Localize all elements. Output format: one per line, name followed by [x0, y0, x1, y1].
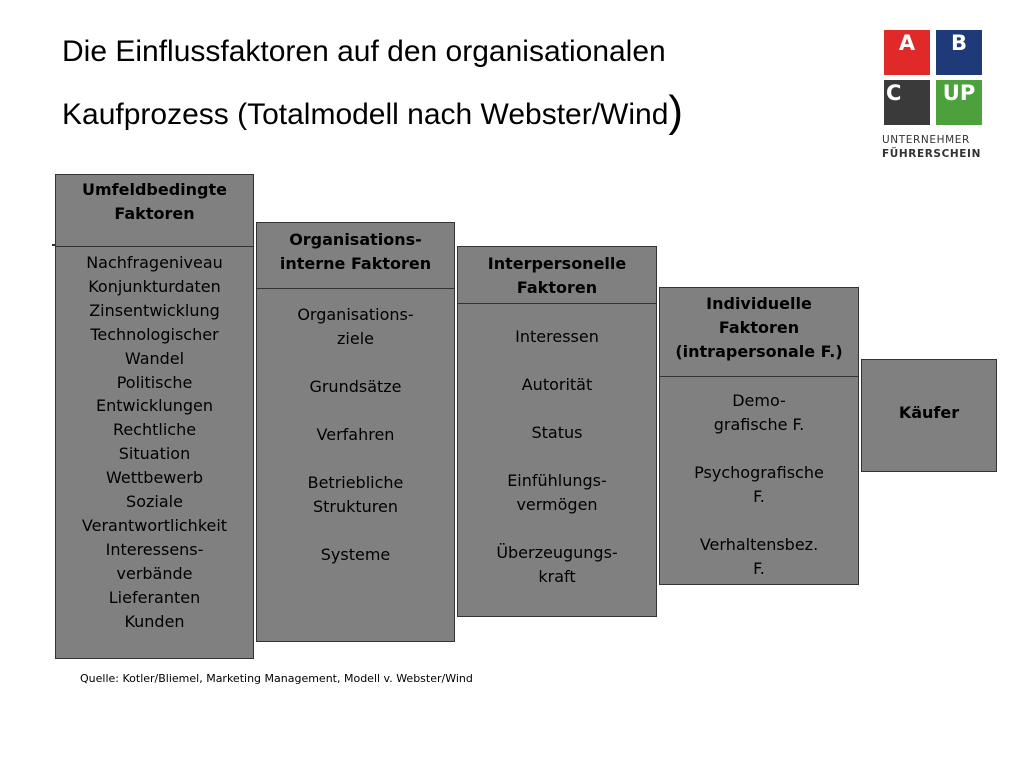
logo-tile-b: B: [936, 30, 982, 75]
box-individuelle-faktoren: [659, 287, 859, 585]
box-title-line: (intrapersonale F.): [675, 342, 843, 361]
box-header: [257, 223, 454, 289]
box-interpersonelle-faktoren: [457, 246, 657, 617]
box-header: [458, 247, 656, 304]
box-items: Organisations- ziele Grundsätze Verfahren Betriebliche Strukturen Systeme: [297, 305, 414, 564]
box-items: Nachfrageniveau Konjunkturdaten Zinsentwicklung Technologischer Wandel Politische Entwicklungen Rechtliche Situation Wettbewerb Soziale Verantwortlichkeit Interessens- verbände Lieferanten Kunden: [81, 253, 228, 631]
logo-tile-up: UP: [936, 80, 982, 125]
logo-tile-a: A: [884, 30, 930, 75]
box-items: Interessen Autorität Status Einfühlungs- vermögen Überzeugungs- kraft: [496, 327, 618, 586]
box-items: Demo- grafische F. Psychografische F. Verhaltensbez. F.: [694, 391, 824, 578]
box-kaeufer: [861, 359, 997, 472]
box-title-line: Faktoren: [516, 278, 598, 297]
slide-title: [62, 22, 822, 145]
abcup-logo: [882, 30, 990, 164]
box-title-line: Individuelle: [706, 294, 812, 313]
box-title: Käufer: [898, 403, 960, 422]
title-line-1: Die Einflussfaktoren auf den organisationalen: [62, 35, 666, 68]
box-title-line: Interpersonelle: [487, 254, 627, 273]
box-header: [660, 288, 858, 377]
box-title-line: Organisations-: [289, 230, 422, 249]
title-line-2-text: Kaufprozess (Totalmodell nach Webster/Wind: [62, 98, 669, 131]
title-line-2: [62, 82, 822, 145]
box-title-line: interne Faktoren: [279, 254, 432, 273]
box-title-line: Faktoren: [718, 318, 800, 337]
box-title-line: Faktoren: [114, 204, 195, 223]
logo-tile-c: C: [884, 80, 930, 125]
box-umfeldbedingte-faktoren: [55, 174, 254, 659]
box-header: [56, 175, 253, 247]
logo-text-fuehrerschein: FÜHRERSCHEIN: [882, 148, 981, 160]
logo-text-unternehmer: UNTERNEHMER: [882, 134, 970, 146]
source-citation: Quelle: Kotler/Bliemel, Marketing Management, Modell v. Webster/Wind: [80, 672, 473, 685]
box-title-line: Umfeldbedingte: [82, 180, 227, 199]
box-organisationsinterne-faktoren: [256, 222, 455, 642]
title-closing-paren: ): [668, 87, 684, 136]
